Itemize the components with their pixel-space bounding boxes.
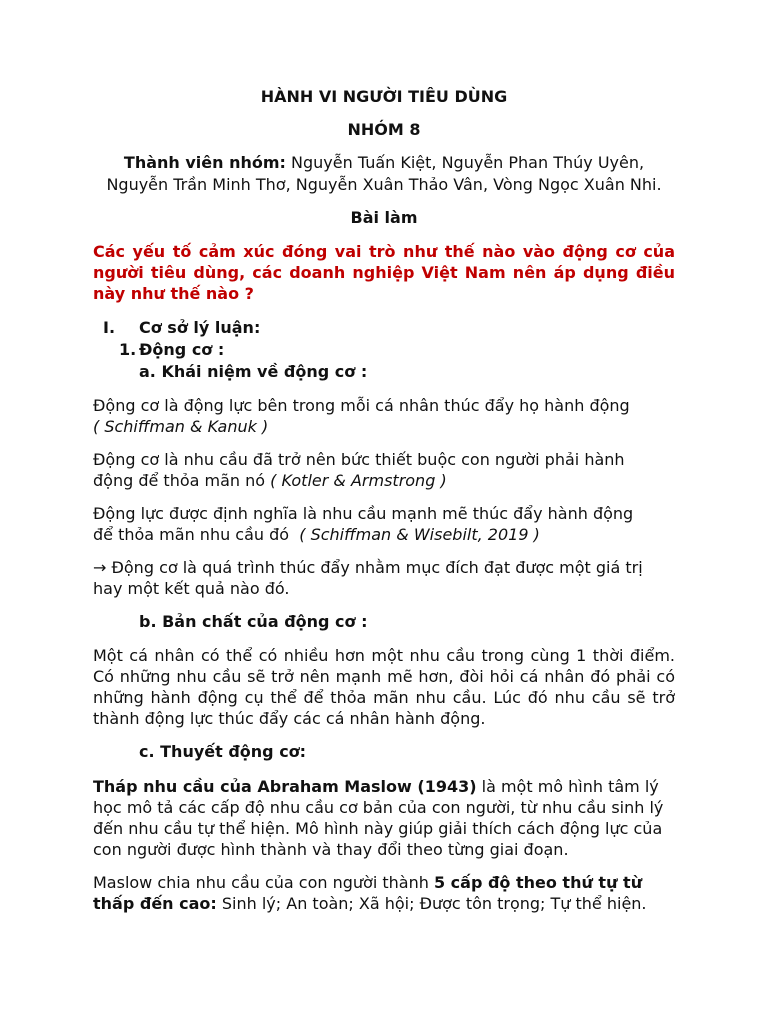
document-body <box>93 86 675 926</box>
definition-3-citation: ( Schiffman & Wisebilt, 2019 ) <box>299 525 540 544</box>
levels-paragraph <box>93 872 675 914</box>
question-heading: Các yếu tố cảm xúc đóng vai trò như thế nào vào động cơ của người tiêu dùng, các doanh nghiệp Việt Nam nên áp dụng điều này như thế nào ? <box>93 242 675 303</box>
heading-2-text: Động cơ : <box>139 340 225 359</box>
levels-rest: Sinh lý; An toàn; Xã hội; Được tôn trọng; Tự thể hiện. <box>216 894 647 913</box>
heading-1-number: I. <box>103 318 116 337</box>
definition-2 <box>93 449 675 491</box>
heading-1-text: Cơ sở lý luận: <box>139 318 261 337</box>
definition-1 <box>93 395 675 437</box>
heading-level-2 <box>93 339 675 361</box>
members-names-line2: Nguyễn Trần Minh Thơ, Nguyễn Xuân Thảo Vân, Vòng Ngọc Xuân Nhi. <box>106 175 662 194</box>
definition-1-citation: ( Schiffman & Kanuk ) <box>93 417 269 436</box>
maslow-text: là một mô hình tâm lý học mô tả các cấp độ nhu cầu cơ bản của con người, từ nhu cầu sinh lý đến nhu cầu tự thể hiện. Mô hình này giúp giải thích cách động lực của con người được hình thành và thay đổi theo từng giai đoạn. <box>93 777 664 859</box>
group-title: NHÓM 8 <box>347 120 421 139</box>
document-title: HÀNH VI NGƯỜI TIÊU DÙNG <box>260 87 508 106</box>
levels-bold: 5 cấp độ theo thứ tự từ thấp đến cao: <box>93 873 643 913</box>
maslow-bold-lead: Tháp nhu cầu của Abraham Maslow (1943) <box>93 777 477 796</box>
definition-3-text: Động lực được định nghĩa là nhu cầu mạnh mẽ thúc đẩy hành động <box>93 504 634 523</box>
conclusion-paragraph: → Động cơ là quá trình thúc đẩy nhằm mục đích đạt được một giá trị hay một kết quả nào đó. <box>93 558 643 598</box>
definition-3 <box>93 503 675 545</box>
definition-2-text: Động cơ là nhu cầu đã trở nên bức thiết buộc con người phải hành <box>93 450 625 469</box>
levels-prefix: Maslow chia nhu cầu của con người thành <box>93 873 434 892</box>
maslow-paragraph <box>93 776 675 860</box>
members-label: Thành viên nhóm: <box>123 153 286 172</box>
members-paragraph <box>93 152 675 196</box>
subheading-a: a. Khái niệm về động cơ : <box>139 362 368 381</box>
definition-1-text: Động cơ là động lực bên trong mỗi cá nhân thúc đẩy họ hành động <box>93 396 630 415</box>
definition-2-citation: ( Kotler & Armstrong ) <box>270 471 447 490</box>
heading-level-1 <box>93 317 675 339</box>
definition-2-text-cont: động để thỏa mãn nó <box>93 471 271 490</box>
section-label: Bài làm <box>350 208 418 227</box>
nature-paragraph: Một cá nhân có thể có nhiều hơn một nhu cầu trong cùng 1 thời điểm. Có những nhu cầu sẽ trở nên mạnh mẽ hơn, đòi hỏi cá nhân đó phải có những hành động cụ thể để thỏa mãn nhu cầu. Lúc đó nhu cầu sẽ trở thành động lực thúc đẩy các cá nhân hành động. <box>93 646 675 728</box>
definition-3-text-cont: để thỏa mãn nhu cầu đó <box>93 525 300 544</box>
heading-2-number: 1. <box>119 340 137 359</box>
members-names-line1: Nguyễn Tuấn Kiệt, Nguyễn Phan Thúy Uyên, <box>285 153 645 172</box>
subheading-b: b. Bản chất của động cơ : <box>139 612 368 631</box>
subheading-c: c. Thuyết động cơ: <box>139 742 307 761</box>
